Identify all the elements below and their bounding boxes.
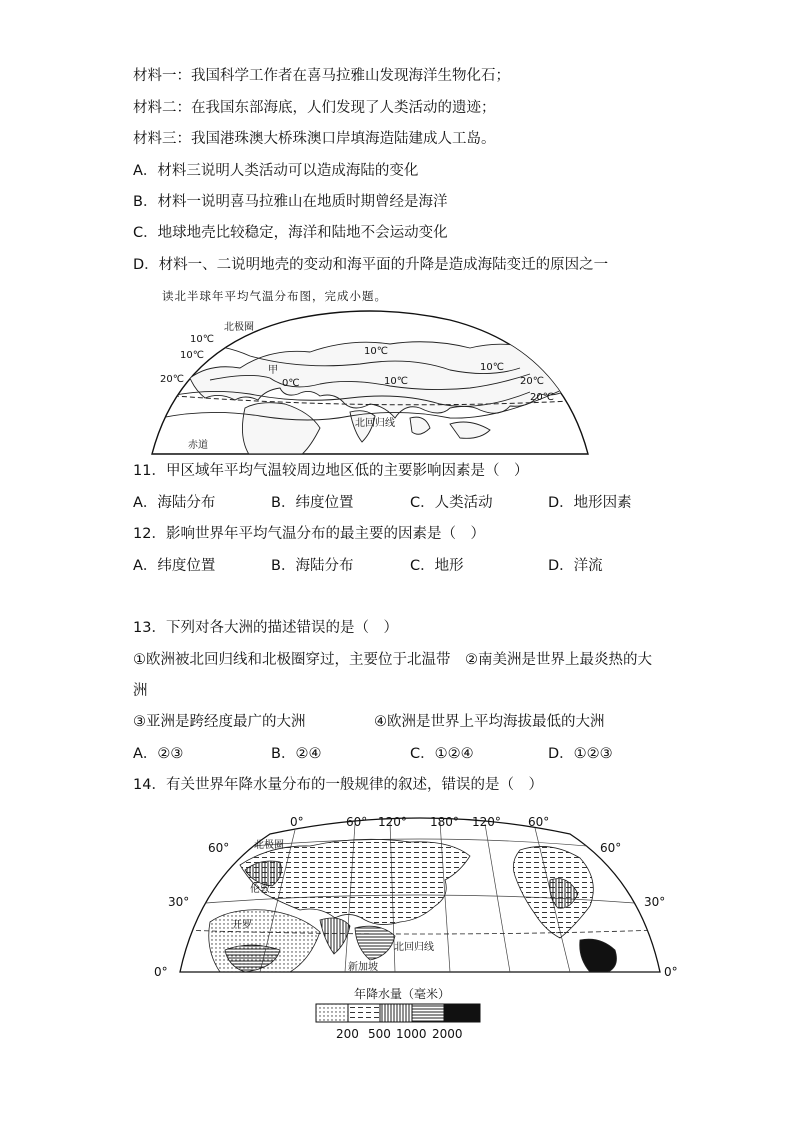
- q11-option-a: A．海陆分布: [133, 495, 216, 511]
- map2-legend-1000: 1000: [396, 1027, 427, 1041]
- map2-label-arctic: 北极圈: [254, 840, 284, 851]
- q13-option-d: D．①②③: [548, 746, 613, 762]
- q13-statement-2-cont: 洲: [133, 683, 148, 699]
- q12-option-d: D．洋流: [548, 558, 603, 574]
- q13-statement-2: ②南美洲是世界上最炎热的大: [465, 652, 652, 668]
- map2-legend-500: 500: [368, 1027, 391, 1041]
- map1-label-jia: 甲: [268, 365, 278, 376]
- q12-option-c: C．地形: [410, 558, 464, 574]
- material-2: 材料二：在我国东部海底，人们发现了人类活动的遗迹；: [133, 100, 496, 116]
- map2-lon-180: 180°: [430, 815, 459, 829]
- material-1: 材料一：我国科学工作者在喜马拉雅山发现海洋生物化石；: [133, 68, 510, 84]
- map2-lat-left-30: 30°: [168, 895, 190, 909]
- map1-label-10c1: 10℃: [364, 346, 388, 357]
- q12-stem: 12．影响世界年平均气温分布的最主要的因素是（ ）: [133, 526, 485, 542]
- q13-option-a: A．②③: [133, 746, 184, 762]
- map2-lat-right-60: 60°: [600, 841, 622, 855]
- map2-legend-200: 200: [336, 1027, 359, 1041]
- map2-lon-120: 120°: [378, 815, 407, 829]
- map2-label-london: 伦敦: [250, 884, 270, 895]
- q13-option-b: B．②④: [271, 746, 322, 762]
- map1-label-10c3: 10℃: [480, 362, 504, 373]
- map2-legend-title: 年降水量（毫米）: [354, 987, 451, 1001]
- map2-lat-right-0: 0°: [664, 965, 678, 979]
- map2-lat-left-0: 0°: [154, 965, 168, 979]
- map1-label-tropic: 北回归线: [355, 418, 395, 429]
- map2-lat-right-30: 30°: [644, 895, 666, 909]
- precipitation-map: [150, 810, 690, 1042]
- map1-label-20e2: 20℃: [530, 392, 554, 403]
- map1-label-10a: 10℃: [190, 334, 214, 345]
- q10-option-b: B．材料一说明喜马拉雅山在地质时期曾经是海洋: [133, 194, 448, 210]
- map1-label-10c2: 10℃: [384, 376, 408, 387]
- map2-lon-60w: 60°: [528, 815, 550, 829]
- q10-option-a: A．材料三说明人类活动可以造成海陆的变化: [133, 163, 419, 179]
- map2-label-singapore: 新加坡: [348, 962, 378, 973]
- q10-option-d: D．材料一、二说明地壳的变动和海平面的升降是造成海陆变迁的原因之一: [133, 257, 609, 273]
- q12-option-a: A．纬度位置: [133, 558, 216, 574]
- q14-stem: 14．有关世界年降水量分布的一般规律的叙述，错误的是（ ）: [133, 777, 543, 793]
- map2-legend-2000: 2000: [432, 1027, 463, 1041]
- material-3: 材料三：我国港珠澳大桥珠澳口岸填海造陆建成人工岛。: [133, 131, 496, 147]
- temperature-map: [150, 308, 590, 456]
- map1-caption: 读北半球年平均气温分布图，完成小题。: [162, 289, 387, 303]
- map2-lon-0: 0°: [290, 815, 304, 829]
- q13-statement-1: ①欧洲被北回归线和北极圈穿过，主要位于北温带: [133, 652, 451, 668]
- map1-label-10b: 10℃: [180, 350, 204, 361]
- map1-label-0: 0℃: [282, 378, 300, 389]
- q13-statement-3: ③亚洲是跨经度最广的大洲: [133, 714, 306, 730]
- map1-label-arctic: 北极圈: [224, 322, 254, 333]
- q10-option-c: C．地球地壳比较稳定，海洋和陆地不会运动变化: [133, 225, 448, 241]
- q11-option-d: D．地形因素: [548, 495, 632, 511]
- q13-stem: 13．下列对各大洲的描述错误的是（ ）: [133, 620, 398, 636]
- map1-label-20e: 20℃: [520, 376, 544, 387]
- q11-option-b: B．纬度位置: [271, 495, 354, 511]
- q12-option-b: B．海陆分布: [271, 558, 354, 574]
- map2-lon-60: 60°: [346, 815, 368, 829]
- q13-statement-4: ④欧洲是世界上平均海拔最低的大洲: [374, 714, 605, 730]
- map2-label-kaifu: 开罗: [232, 920, 252, 931]
- map1-label-20w: 20℃: [160, 374, 184, 385]
- q11-option-c: C．人类活动: [410, 495, 493, 511]
- map2-lon-120w: 120°: [472, 815, 501, 829]
- map2-lat-left-60: 60°: [208, 841, 230, 855]
- map2-label-tropic: 北回归线: [394, 942, 434, 953]
- map1-label-equator: 赤道: [188, 440, 208, 451]
- map2-legend: [316, 1004, 480, 1022]
- q13-option-c: C．①②④: [410, 746, 474, 762]
- q11-stem: 11．甲区域年平均气温较周边地区低的主要影响因素是（ ）: [133, 463, 529, 479]
